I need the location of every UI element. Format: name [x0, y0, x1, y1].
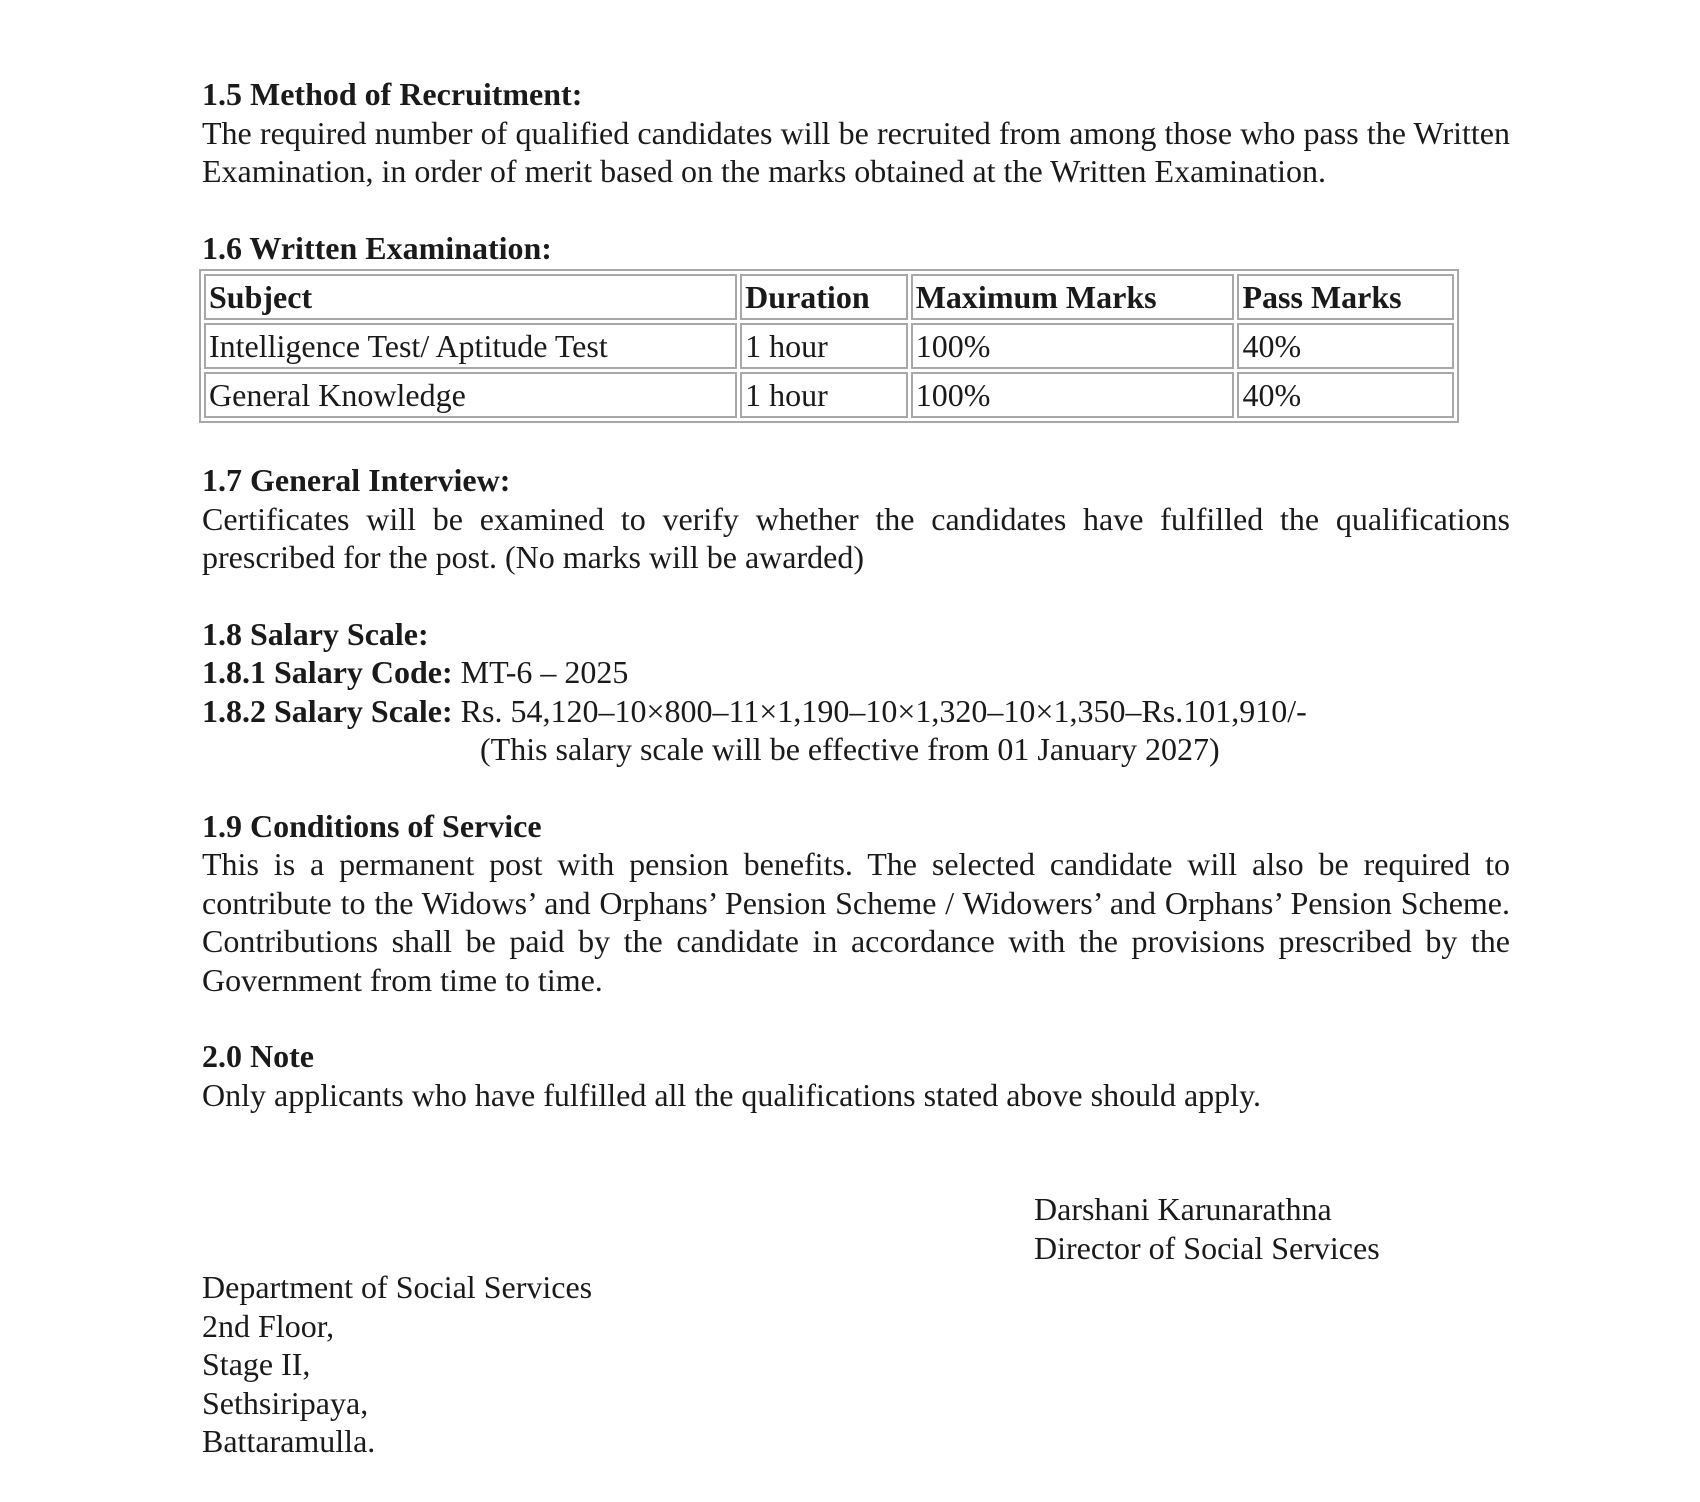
- cell-pass-marks: 40%: [1237, 372, 1454, 418]
- signatory-name: Darshani Karunarathna: [1034, 1191, 1332, 1227]
- salary-code-label: 1.8.1 Salary Code:: [202, 654, 453, 690]
- document-content: [202, 75, 1510, 1114]
- section-interview: [202, 461, 1510, 577]
- section-title: 1.6 Written Examination:: [202, 229, 552, 266]
- section-body: The required number of qualified candidates will be recruited from among those who pass the Written Examination, in order of merit based on the marks obtained at the Written Examination.: [202, 114, 1510, 189]
- section-written-exam: [202, 229, 1510, 424]
- section-conditions: [202, 807, 1510, 1000]
- salary-scale-note: (This salary scale will be effective from 01 January 2027): [480, 731, 1220, 767]
- salary-scale-label: 1.8.2 Salary Scale:: [202, 692, 453, 729]
- address-line: Battaramulla.: [202, 1423, 376, 1459]
- header-subject: Subject: [204, 274, 737, 320]
- exam-table: [199, 269, 1459, 423]
- table-row: [204, 372, 1454, 418]
- cell-subject: General Knowledge: [204, 372, 737, 418]
- section-body: This is a permanent post with pension benefits. The selected candidate will also be required to contribute to the Widows’ and Orphans’ Pension Scheme / Widowers’ and Orphans’ Pension Scheme. Contributions shall be paid by the candidate in accordance with the provisions prescribed by the Government from time to time.: [202, 846, 1510, 998]
- section-salary: [202, 615, 1510, 769]
- address-line: Department of Social Services: [202, 1269, 593, 1305]
- cell-duration: 1 hour: [740, 372, 908, 418]
- table-header-row: [204, 274, 1454, 320]
- section-recruitment: [202, 75, 1510, 191]
- address-block: [202, 1268, 592, 1461]
- salary-code-line: [202, 653, 1510, 692]
- cell-maximum-marks: 100%: [911, 372, 1235, 418]
- section-title: 1.5 Method of Recruitment:: [202, 76, 583, 112]
- section-body: Certificates will be examined to verify whether the candidates have fulfilled the qualifications prescribed for the post. (No marks will be awarded): [202, 500, 1510, 575]
- salary-scale-line: [202, 692, 1510, 731]
- salary-code-value: MT-6 – 2025: [460, 654, 629, 690]
- header-duration: Duration: [740, 274, 908, 320]
- address-line: Sethsiripaya,: [202, 1384, 369, 1421]
- cell-duration: 1 hour: [740, 323, 908, 369]
- cell-subject: Intelligence Test/ Aptitude Test: [204, 323, 737, 369]
- signatory-designation: Director of Social Services: [1034, 1229, 1380, 1266]
- section-title: 1.9 Conditions of Service: [202, 807, 542, 844]
- address-line: 2nd Floor,: [202, 1307, 335, 1344]
- table-row: [204, 323, 1454, 369]
- header-maximum-marks: Maximum Marks: [911, 274, 1235, 320]
- header-pass-marks: Pass Marks: [1237, 274, 1454, 320]
- section-note: [202, 1037, 1510, 1114]
- address-line: Stage II,: [202, 1346, 311, 1382]
- section-title: 2.0 Note: [202, 1038, 314, 1074]
- salary-scale-value: Rs. 54,120–10×800–11×1,190–10×1,320–10×1,350–Rs.101,910/-: [460, 692, 1307, 729]
- section-body: Only applicants who have fulfilled all the qualifications stated above should apply.: [202, 1076, 1261, 1113]
- section-title: 1.8 Salary Scale:: [202, 615, 429, 652]
- cell-maximum-marks: 100%: [911, 323, 1235, 369]
- cell-pass-marks: 40%: [1237, 323, 1454, 369]
- section-title: 1.7 General Interview:: [202, 462, 511, 498]
- signature-block: [1034, 1190, 1380, 1267]
